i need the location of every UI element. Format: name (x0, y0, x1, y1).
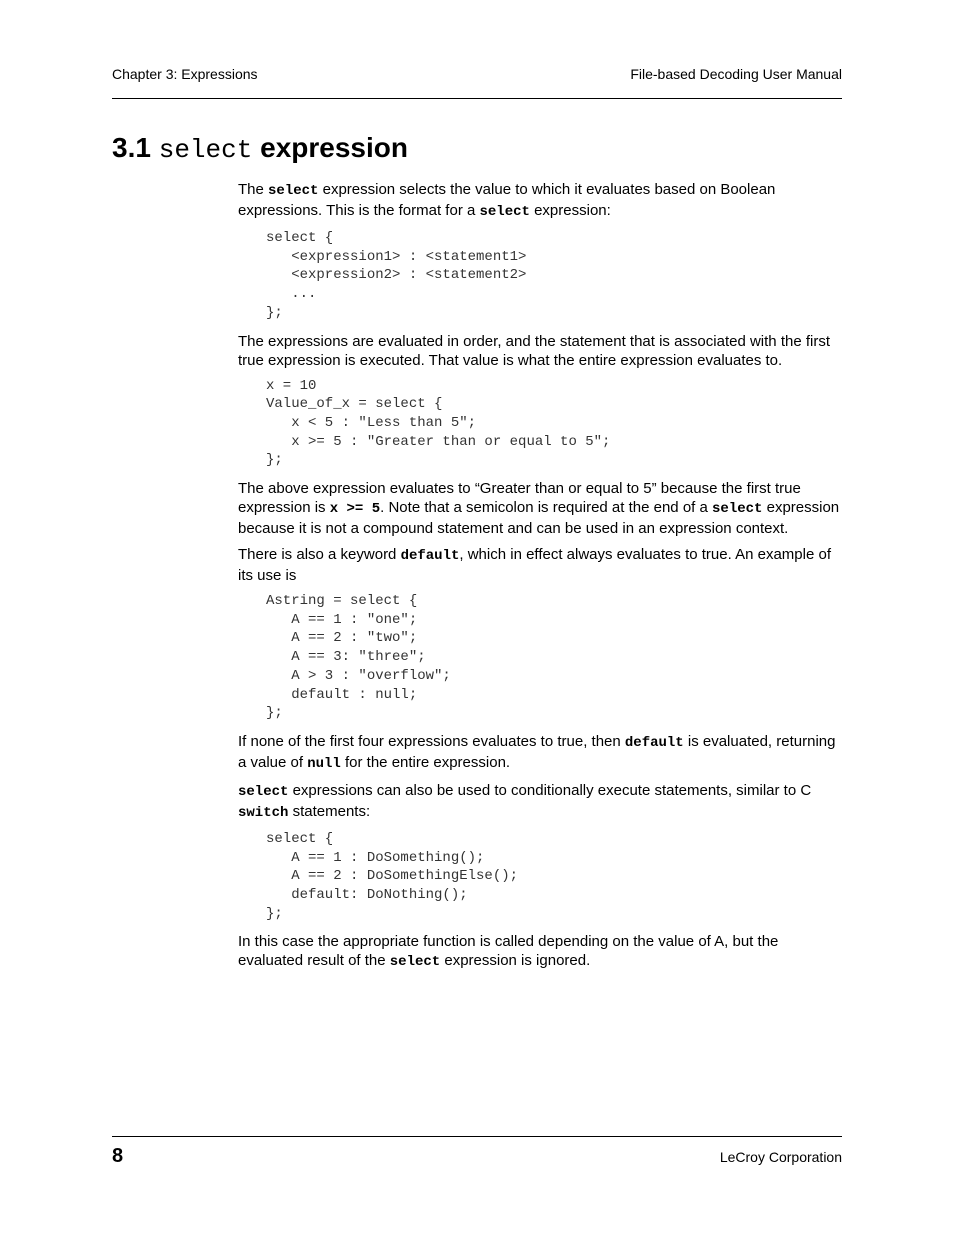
page-footer (112, 1136, 842, 1177)
inline-code: default (400, 548, 460, 565)
page-header (112, 66, 842, 99)
page-number: 8 (112, 1145, 124, 1167)
inline-code: x >= 5 (329, 501, 381, 518)
inline-code: select (712, 501, 763, 518)
paragraph-closing: In this case the appropriate function is called depending on the value of A, but the evaluated result of the select expression is ignored. (238, 933, 779, 971)
main-content (238, 180, 842, 979)
inline-code: select (389, 954, 441, 971)
inline-code: null (307, 755, 341, 772)
code-block-astring: Astring = select { A == 1 : "one"; A == 2 : "two"; A == 3: "three"; A > 3 : "overflow"; default : null; }; (266, 593, 451, 722)
company-name: LeCroy Corporation (719, 1149, 842, 1165)
manual-title: File-based Decoding User Manual (630, 66, 842, 82)
section-number: 3.1 (112, 132, 151, 163)
code-block-example-x: x = 10 Value_of_x = select { x < 5 : "Less than 5"; x >= 5 : "Greater than or equal to 5"; }; (266, 377, 611, 469)
code-block-format: select { <expression1> : <statement1> <expression2> : <statement2> ... }; (266, 230, 527, 321)
paragraph-evaluation-order: The expressions are evaluated in order, and the statement that is associated with the first true expression is executed. That value is what the entire expression evaluates to. (238, 332, 830, 369)
paragraph-intro: The select expression selects the value to which it evaluates based on Boolean expressions. This is the format for a select expression: (238, 181, 776, 220)
inline-code: switch (238, 804, 289, 821)
inline-code: select (479, 204, 530, 220)
paragraph-switch: select expressions can also be used to conditionally execute statements, similar to C switch statements: (238, 781, 812, 821)
paragraph-default-explanation: If none of the first four expressions evaluates to true, then default is evaluated, returning a value of null for the entire expression. (238, 732, 836, 772)
section-title-text: expression (260, 132, 408, 163)
chapter-title: Chapter 3: Expressions (112, 66, 258, 82)
inline-code: select (238, 783, 289, 800)
section-keyword: select (158, 135, 253, 165)
inline-code: default (624, 734, 684, 751)
code-block-statements: select { A == 1 : DoSomething(); A == 2 : DoSomethingElse(); default: DoNothing(); }; (266, 830, 519, 922)
inline-code: select (268, 183, 319, 199)
section-heading (112, 131, 408, 167)
paragraph-example-explanation: The above expression evaluates to “Greater than or equal to 5” because the first true expression is x >= 5. Note that a semicolon is required at the end of a select expression because it is not a compound statement and can be used in an expression context. (238, 480, 840, 538)
paragraph-default-keyword: There is also a keyword default, which in effect always evaluates to true. An example of its use is (238, 546, 831, 585)
